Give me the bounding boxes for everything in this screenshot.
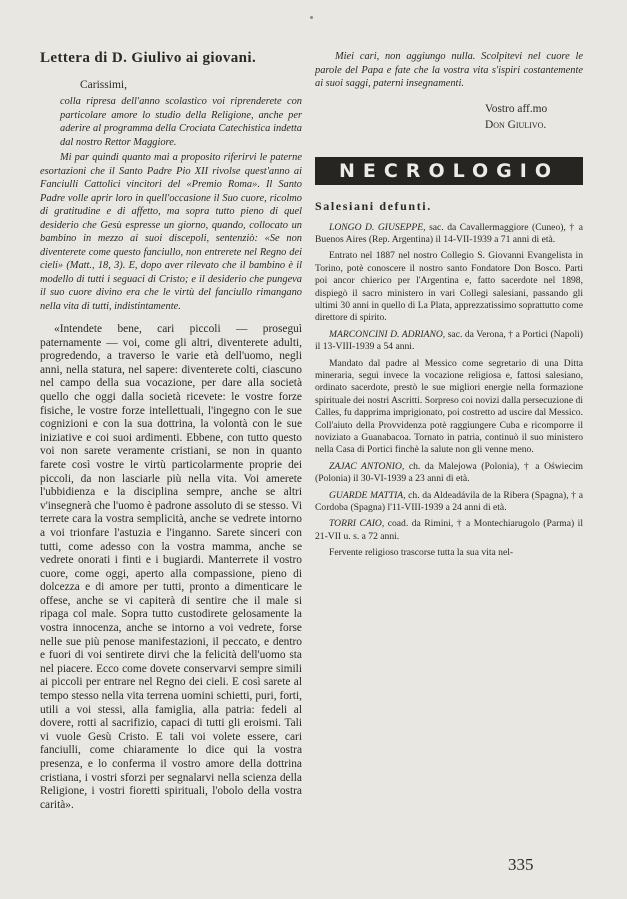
obituary-entry (315, 329, 583, 354)
letter-intro: colla ripresa dell'anno scolastico voi riprenderete con particolare amore lo studio della Religione, anche per aderire al programma della Crociata Catechistica indetta dal nostro Rettor Maggiore. (60, 96, 302, 148)
obituary-bio: Mandato dal padre al Messico come segretario di una Ditta mineraria, seguì invece la vocazione religiosa e, fattosi salesiano, ordinato sacerdote, prestò le sue migliori energie nella formazione spirituale dei nostri Ascritti. Sorpreso coi novizi dalla persecuzione di Calles, fu dapprima imprigionato, poi costretto ad uscire dal Messico. Coll'aiuto della Provvidenza potè raggiungere Cuba e ricomporre il noviziato a Guanabacoa. Tornato in patria, continuò il suo ministero nella Casa di Portici finchè la salute non gli venne meno. (315, 357, 583, 456)
obituary-name: LONGO D. GIUSEPPE, (329, 221, 426, 233)
letter-body: «Intendete bene, cari piccoli — proseguì paternamente — voi, come gli altri, diventerete adulti, progredendo, a traverso le varie età dell'uomo, negli anni, nella statura, nel sapere: diventerete colti, ciascuno nel campo della sua vocazione, per dare alla società quello che oggi dalla società ricevete: le vostre forze fisiche, le vostre forze intellettuali, l'ingegno con le sue cognizioni e con la sua dottrina, la volontà con le sue iniziative e coi suoi ardimenti. Ebbene, con tutto questo voi non sarete veramente cristiani, se non in quanto farete così vostre le virtù particolarmente proprie dei piccoli, da non lasciarle più nella vita. Voi amerete l'ubbidienza e la disciplina sempre, anche se altri v'insegnerà che l'uomo è padrone assoluto di se stesso. Vi terrete cara la vostra semplicità, anche se vedrete intorno a voi trionfare l'astuzia e l'inganno. Sarete sinceri con tutti, come adesso con la vostra mamma, anche se vedrete onorati i finti e i bugiardi. Manterrete il vostro cuore, come oggi, aperto alla compassione, pieno di dolcezza e di amore per tutti, pronto a dimenticare le offese, anche se vi capiterà di sentire che il male si ripaga col male. Sopra tutto custodirete gelosamente la vostra innocenza, anche se intorno a voi vedrete, forse nelle sue più penose manifestazioni, il peccato, e dentro e fuori di voi sentirete dirvi che la felicità dell'uomo sta nel piacere. Ecco come dovete conservarvi sempre simili ai piccoli per entrare nel Regno dei cieli. E così sarete al tempo stesso nella vita terrena uomini schietti, puri, forti, utili a voi stessi, alla famiglia, alla patria: fedeli al dovere, rotti al sacrifizio, capaci di tutti gli eroismi. Tali vi vuole Gesù Cristo. E tali voi volete essere, cari fanciulli, come chiaramente lo dice qui la vostra presenza, e lo conferma il vostro amore della dottrina cristiana, i vostri sforzi per segnalarvi nella scienza della Religione, i vostri fioretti spirituali, l'obolo della vostra carità». (40, 323, 302, 811)
obituary-name: TORRI CAIO, (329, 518, 385, 530)
obituary-details: sac. da Cavallermaggiore (Cuneo), † a Buenos Aires (Rep. Argentina) il 14-VII-1939 a 71 anni di età. (315, 221, 583, 245)
letter-title: Lettera di D. Giulivo ai giovani. (40, 50, 257, 66)
letter-greeting: Carissimi, (80, 79, 127, 91)
obituary-entry (315, 461, 583, 486)
obituary-name: ZAJAC ANTONIO, (329, 460, 405, 472)
printer-mark (310, 16, 313, 19)
left-column (40, 50, 302, 812)
necrologio-banner: NECROLOGIO (315, 157, 583, 185)
obituary-entry (315, 518, 583, 543)
letter-closing: Miei cari, non aggiungo nulla. Scolpitevi nel cuore le parole del Papa e fate che la vostra vita s'ispiri costantemente ai suoi saggi, paterni insegnamenti. (315, 51, 583, 89)
obituary-details: ch. da Malejowa (Polonia), † a Oświecim (Polonia) il 30-VI-1939 a 23 anni di età. (315, 460, 583, 485)
obituary-entry (315, 222, 583, 247)
section-title: Salesiani defunti. (315, 198, 432, 213)
obituary-details: ch. da Aldeadávila de la Ribera (Spagna), † a Cordoba (Spagna) l'11-VIII-1939 a 24 anni di età. (315, 489, 583, 514)
obituary-list (315, 222, 583, 560)
obituary-name: GUARDE MATTIA, (329, 489, 406, 501)
obituary-bio: Fervente religioso trascorse tutta la sua vita nel- (329, 547, 514, 559)
signature-line-1: Vostro aff.mo (485, 102, 548, 115)
letter-quote-intro: Mi par quindi quanto mai a proposito riferirvi le paterne esortazioni che il Santo Padre Pio XII rivolse quest'anno ai Fanciulli Cattolici vincitori del «Premio Roma». Il Santo Padre volle aprir loro in quell'occasione il Suo cuore, ricolmo di gratitudine e di affetto, ma sopra tutto pieno di quel desiderio che Gesù espresse un giorno, quando, collocato un bambino in mezzo ai suoi discepoli, sentenziò: «Se non diventerete come questo fanciullo, non entrerete nel Regno dei cieli» (Matt., 18, 3). E, dopo aver rilevato che il bambino è il modello di tutti i seguaci di Cristo; e il desiderio che pungeva il suo cuore divino era che le virtù del fanciullo rimangano nella vita di tutti, indistintamente. (40, 152, 302, 312)
obituary-details: coad. da Rimini, † a Montechiarugolo (Parma) il 21-VII u. s. a 72 anni. (315, 518, 583, 542)
right-column (315, 50, 583, 560)
page-number: 335 (508, 855, 534, 874)
obituary-details: sac. da Verona, † a Portici (Napoli) il 13-VIII-1939 a 54 anni. (315, 328, 583, 353)
signature-name: Don Giulivo. (485, 118, 547, 131)
obituary-bio: Entrato nel 1887 nel nostro Collegio S. Giovanni Evangelista in Torino, potè conoscere il nostro santo Fondatore Don Bosco. Parti poi ancor chierico per l'Argentina e, fatto sacerdote nel 1898, dispiegò il sacro ministero in vari Collegi salesiani, passando gli ultimi 30 anni in quello di La Plata, apprezzatissimo soprattutto come direttore di spirito. (315, 250, 583, 324)
signature-line-2 (315, 117, 583, 133)
obituary-entry (315, 490, 583, 515)
obituary-name: MARCONCINI D. ADRIANO, (329, 328, 446, 340)
